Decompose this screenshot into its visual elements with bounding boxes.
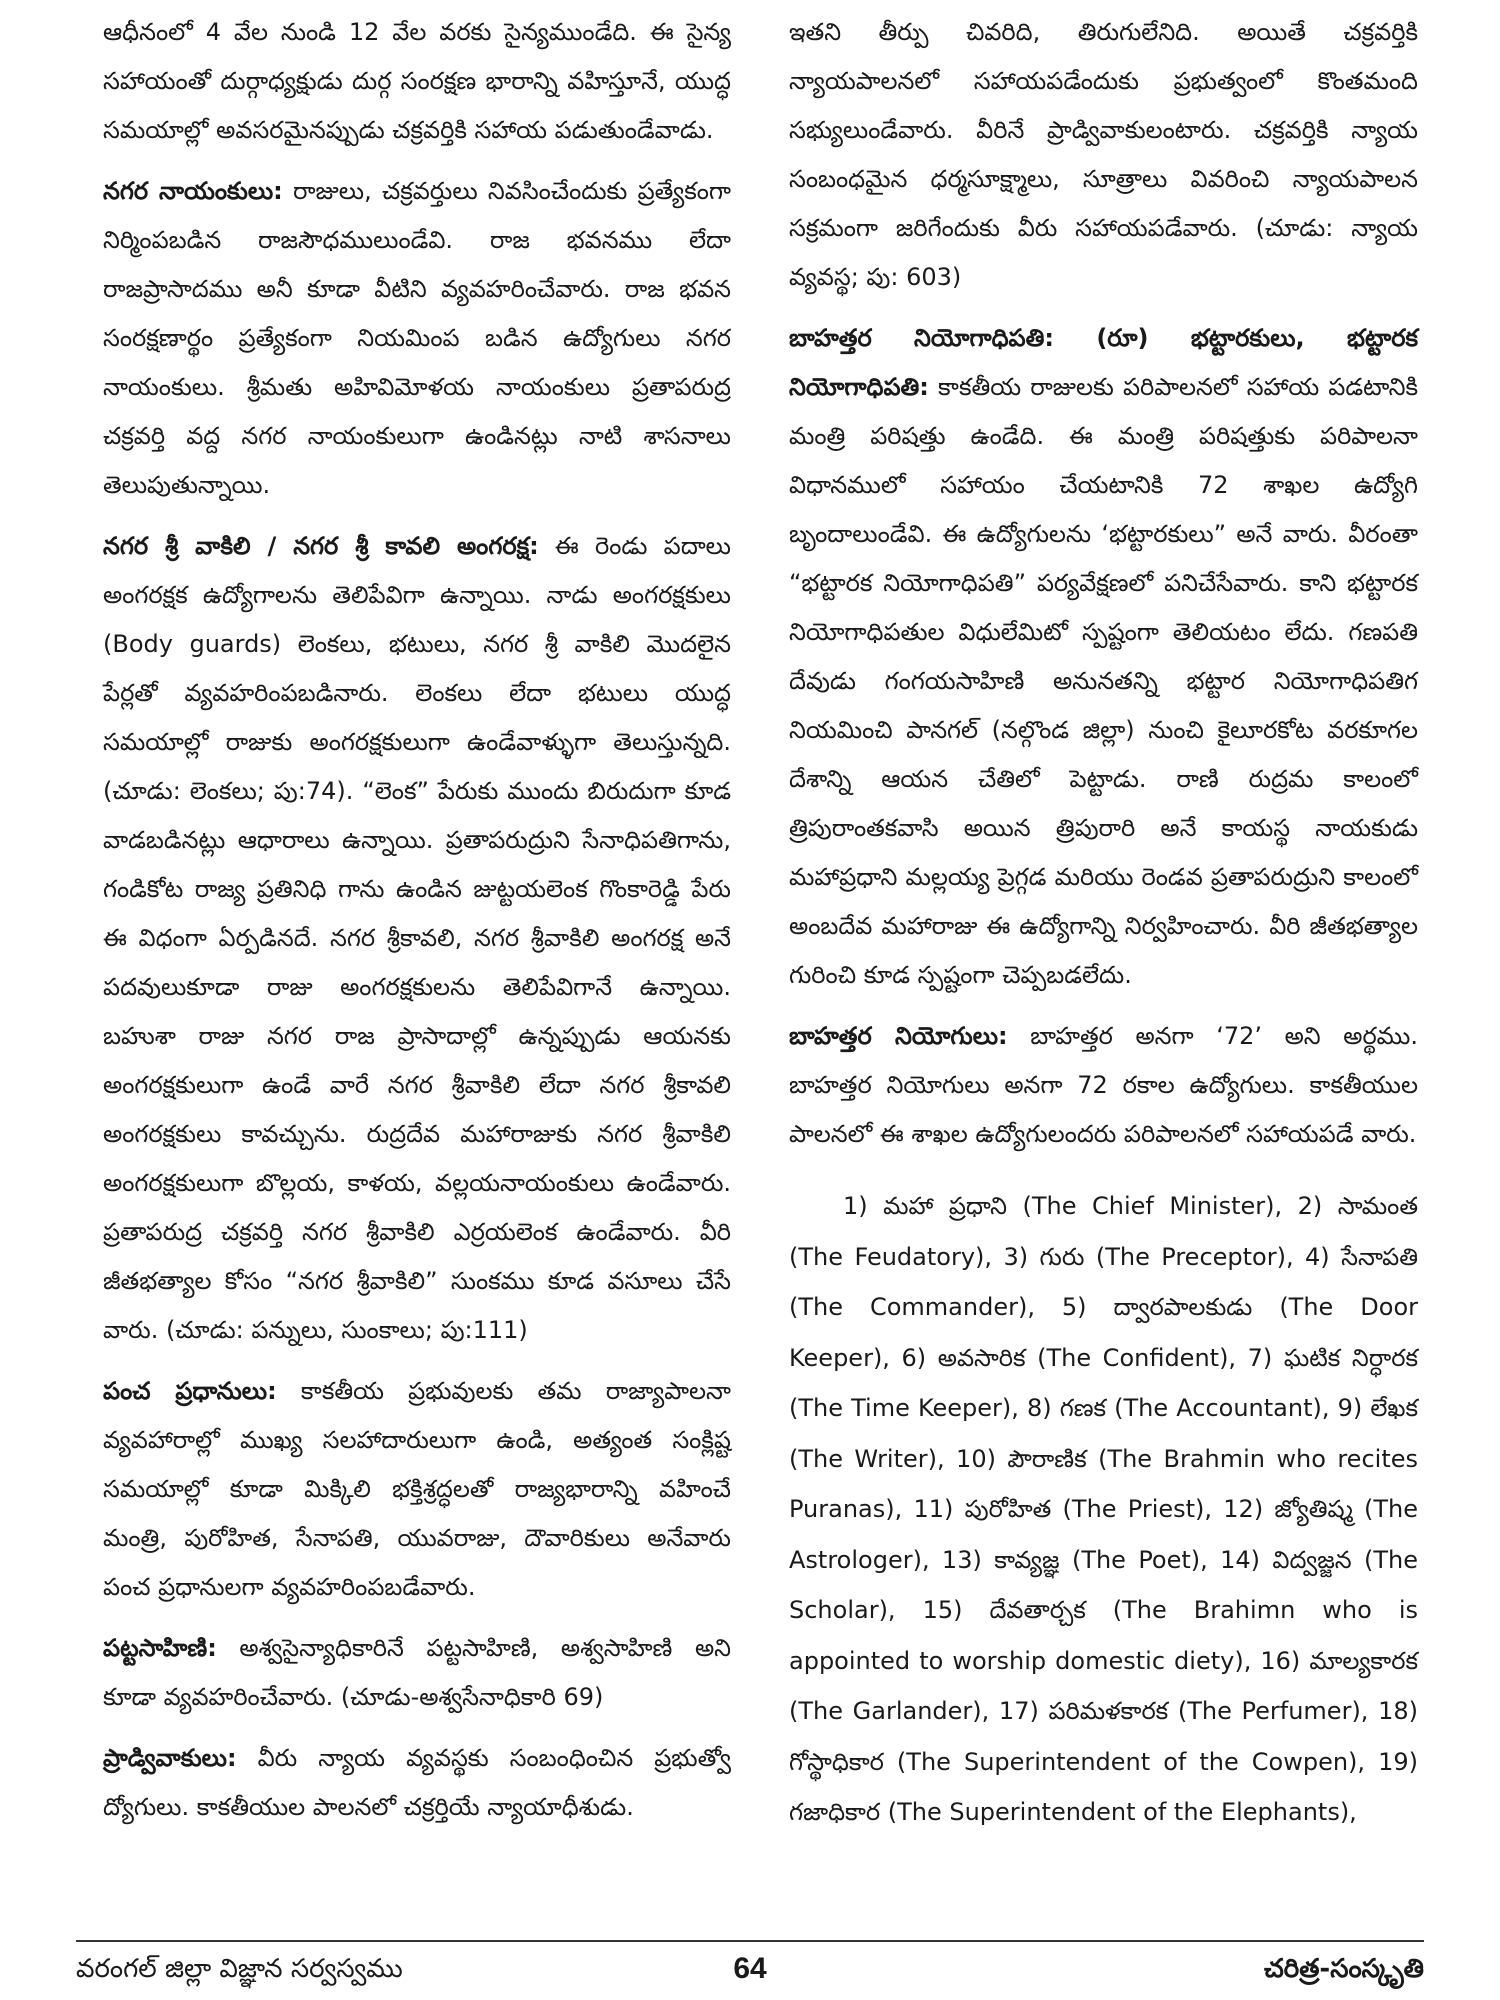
page-number: 64 [733,1952,767,1985]
entry-heading: పంచ ప్రధానులు: [103,1377,277,1405]
entry-heading: పట్టసాహిణి: [103,1634,217,1662]
entry-text: కాకతీయ రాజులకు పరిపాలనలో సహాయ పడటానికి మంత్రి పరిషత్తు ఉండేది. ఈ మంత్రి పరిషత్తుకు పరిపాలనా విధానములో సహాయం చేయటానికి 72 శాఖల ఉద్యోగి బృందాలుండేవి. ఈ ఉద్యోగులను ‘భట్టారకులు” అనే వారు. వీరంతా “భట్టారక నియోగాధిపతి” పర్యవేక్షణలో పనిచేసేవారు. కాని భట్టారక నియోగాధిపతుల విధులేమిటో స్పష్టంగా తెలియటం లేదు. గణపతి దేవుడు గంగయసాహిణి అనునతన్ని భట్టార నియోగాధిపతిగ నియమించి పానగల్ (నల్గొండ జిల్లా) నుంచి కైలూరకోట వరకూగల దేశాన్ని ఆయన చేతిలో పెట్టాడు. రాణి రుద్రమ కాలంలో త్రిపురాంతకవాసి అయిన త్రిపురారి అనే కాయస్థ నాయకుడు మహాప్రధాని మల్లయ్య ప్రెగ్గడ మరియు రెండవ ప్రతాపరుద్రుని కాలంలో అంబదేవ మహారాజు ఈ ఉద్యోగాన్ని నిర్వహించారు. వీరి జీతభత్యాల గురించి కూడ స్పష్టంగా చెప్పబడలేదు. [789,373,1418,989]
entry-text: వీరు న్యాయ వ్యవస్థకు సంబంధించిన ప్రభుత్వో ద్యోగులు. కాకతీయుల పాలనలో చక్రర్తియే న్యాయాధీశుడు. [103,1744,731,1821]
book-title: వరంగల్ జిల్లా విజ్ఞాన సర్వస్వము [76,1954,403,1984]
right-column [789,8,1418,1850]
entry-heading: బాహత్తర నియోగాధిపతి: (రూ) భట్టారకులు, భట్టారక నియోగాధిపతి: [789,324,1418,401]
footer-divider [76,1940,1424,1942]
page-footer [76,1952,1424,1992]
paragraph [103,1734,731,1832]
paragraph [103,522,731,1355]
entry-text: కాకతీయ ప్రభువులకు తమ రాజ్యాపాలనా వ్యవహారాల్లో ముఖ్య సలహాదారులుగా ఉండి, అత్యంత సంక్లిష్ట సమయాల్లో కూడా మిక్కిలి భక్తిశ్రద్ధలతో రాజ్యభారాన్ని వహించే మంత్రి, పురోహిత, సేనాపతి, యువరాజు, దౌవారికులు అనేవారు పంచ ప్రధానులగా వ్యవహరింపబడేవారు. [103,1377,731,1601]
paragraph [789,1012,1418,1159]
paragraph [103,167,731,510]
entry-text: బాహత్తర అనగా ‘72’ అని అర్థము. బాహత్తర నియోగులు అనగా 72 రకాల ఉద్యోగులు. కాకతీయుల పాలనలో ఈ శాఖల ఉద్యోగులందరు పరిపాలనలో సహాయపడే వారు. [789,1022,1418,1148]
entry-text: అశ్వసైన్యాధికారినే పట్టసాహిణి, అశ్వసాహిణి అని కూడా వ్యవహరించేవారు. (చూడు-అశ్వసేనాధికారి 69) [103,1634,731,1711]
entry-text: ఇతని తీర్పు చివరిది, తిరుగులేనిది. అయితే చక్రవర్తికి న్యాయపాలనలో సహాయపడేందుకు ప్రభుత్వంలో కొంతమంది సభ్యులుండేవారు. వీరినే ప్రాడ్వివాకులంటారు. చక్రవర్తికి న్యాయ సంబంధమైన ధర్మసూక్ష్మాలు, సూత్రాలు వివరించి న్యాయపాలన సక్రమంగా జరిగేందుకు వీరు సహాయపడేవారు. (చూడు: న్యాయ వ్యవస్థ; పు: 603) [789,18,1418,291]
paragraph [789,8,1418,302]
entry-heading: ప్రాడ్వివాకులు: [103,1744,237,1772]
left-column [103,8,731,1844]
entry-heading: నగర నాయంకులు: [103,177,283,205]
entry-heading: బాహత్తర నియోగులు: [789,1022,1008,1050]
entry-text: ఆధీనంలో 4 వేల నుండి 12 వేల వరకు సైన్యముండేది. ఈ సైన్య సహాయంతో దుర్గాధ్యక్షుడు దుర్గ సంరక్షణ భారాన్ని వహిస్తూనే, యుద్ధ సమయాల్లో అవసరమైనప్పుడు చక్రవర్తికి సహాయ పడుతుండేవాడు. [103,18,731,144]
paragraph [789,314,1418,1000]
paragraph [103,1624,731,1722]
paragraph [103,1367,731,1612]
entry-heading: నగర శ్రీ వాకిలి / నగర శ్రీ కావలి అంగరక్ష: [103,532,539,560]
entry-text: ఈ రెండు పదాలు అంగరక్షక ఉద్యోగాలను తెలిపేవిగా ఉన్నాయి. నాడు అంగరక్షకులు (Body guards) లెంకలు, భటులు, నగర శ్రీ వాకిలి మొదలైన పేర్లతో వ్యవహరింపబడినారు. లెంకలు లేదా భటులు యుద్ధ సమయాల్లో రాజుకు అంగరక్షకులుగా ఉండేవాళ్ళుగా తెలుస్తున్నది. (చూడు: లెంకలు; పు:74). “లెంక” పేరుకు ముందు బిరుదుగా కూడ వాడబడినట్లు ఆధారాలు ఉన్నాయి. ప్రతాపరుద్రుని సేనాధిపతిగాను, గండికోట రాజ్య ప్రతినిధి గాను ఉండిన జుట్టయలెంక గొంకారెడ్డి పేరు ఈ విధంగా ఏర్పడినదే. నగర శ్రీకావలి, నగర శ్రీవాకిలి అంగరక్ష అనే పదవులుకూడా రాజు అంగరక్షకులను తెలిపేవిగానే ఉన్నాయి. బహుశా రాజు నగర రాజ ప్రాసాదాల్లో ఉన్నప్పుడు ఆయనకు అంగరక్షకులుగా ఉండే వారే నగర శ్రీవాకిలి లేదా నగర శ్రీకావలి అంగరక్షకులు కావచ్చును. రుద్రదేవ మహారాజుకు నగర శ్రీవాకిలి అంగరక్షకులుగా బొల్లయ, కాళయ, వల్లయనాయంకులు ఉండేవారు. ప్రతాపరుద్ర చక్రవర్తి నగర శ్రీవాకిలి ఎర్రయలెంక ఉండేవారు. వీరి జీతభత్యాల కోసం “నగర శ్రీవాకిలి” సుంకము కూడ వసూలు చేసే వారు. (చూడు: పన్నులు, సుంకాలు; పు:111) [103,532,731,1344]
entry-text: రాజులు, చక్రవర్తులు నివసించేందుకు ప్రత్యేకంగా నిర్మింపబడిన రాజసౌధములుండేవి. రాజ భవనము లేదా రాజప్రాసాదము అనీ కూడా వీటిని వ్యవహరించేవారు. రాజ భవన సంరక్షణార్థం ప్రత్యేకంగా నియమింప బడిన ఉద్యోగులు నగర నాయంకులు. శ్రీమతు అహివిమోళయ నాయంకులు ప్రతాపరుద్ర చక్రవర్తి వద్ద నగర నాయంకులుగా ఉండినట్లు నాటి శాసనాలు తెలుపుతున్నాయి. [103,177,731,499]
section-title: చరిత్ర-సంస్కృతి [1264,1954,1424,1984]
paragraph [103,8,731,155]
officer-list: 1) మహా ప్రధాని (The Chief Minister), 2) సామంత (The Feudatory), 3) గురు (The Preceptor), 4) సేనాపతి (The Commander), 5) ద్వారపాలకుడు (The Door Keeper), 6) అవసారిక (The Confident), 7) ఘటిక నిర్ధారక (The Time Keeper), 8) గణక (The Accountant), 9) లేఖక (The Writer), 10) పౌరాణిక (The Brahmin who recites Puranas), 11) పురోహిత (The Priest), 12) జ్యోతిష్మ (The Astrologer), 13) కావ్యజ్ఞ (The Poet), 14) విద్వజ్జన (The Scholar), 15) దేవతార్చక (The Brahimn who is appointed to worship domestic diety), 16) మాల్యకారక (The Garlander), 17) పరిమళకారక (The Perfumer), 18) గోస్థాధికార (The Superintendent of the Cowpen), 19) గజాధికార (The Superintendent of the Elephants), [789,1192,1418,1826]
